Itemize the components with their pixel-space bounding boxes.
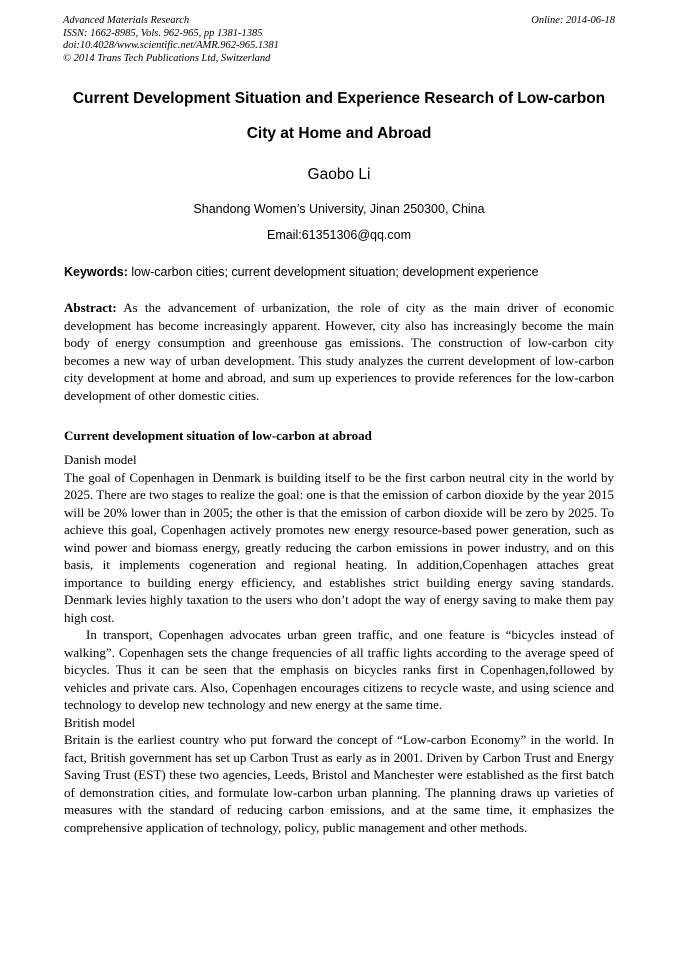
section-heading: Current development situation of low-carbon at abroad <box>64 428 372 443</box>
issn-line: ISSN: 1662-8985, Vols. 962-965, pp 1381-1385 <box>63 27 263 39</box>
keywords <box>64 265 616 279</box>
affiliation: Shandong Women’s University, Jinan 250300, China <box>193 202 485 216</box>
section-body <box>64 451 614 836</box>
danish-model-heading: Danish model <box>64 452 137 467</box>
online-date: Online: 2014-06-18 <box>531 15 615 26</box>
journal-name: Advanced Materials Research <box>63 15 190 26</box>
paper-title-line-1: Current Development Situation and Experience Research of Low-carbon <box>72 90 606 107</box>
abstract-text: As the advancement of urbanization, the role of city as the main driver of economic development has become increasingly apparent. However, city also has increasingly become the main body of energy consumption and greenhouse gas emissions. The construction of low-carbon city becomes a new way of urban development. This study analyzes the current development of low-carbon city development at home and abroad, and sum up experiences to provide references for the low-carbon development of other domestic cities. <box>64 300 614 403</box>
author-email: Email:61351306@qq.com <box>266 228 412 242</box>
danish-paragraph-2: In transport, Copenhagen advocates urban green traffic, and one feature is “bicycles instead of walking”. Copenhagen sets the change frequencies of all traffic lights according to the average speed of bicycles. Thus it can be seen that the emphasis on bicycles ranks first in Copenhagen,followed by vehicles and private cars. Also, Copenhagen encourages citizens to recycle waste, and using science and technology to develop new technology and new energy at the same time. <box>64 627 614 712</box>
author-name: Gaobo Li <box>307 166 371 183</box>
british-model-heading: British model <box>64 714 136 730</box>
journal-header <box>63 15 615 65</box>
doi-line: doi:10.4028/www.scientific.net/AMR.962-965.1381 <box>63 40 279 51</box>
keywords-label: Keywords: <box>64 265 128 279</box>
copyright-line: © 2014 Trans Tech Publications Ltd, Switzerland <box>63 52 271 64</box>
british-paragraph-1: Britain is the earliest country who put forward the concept of “Low-carbon Economy” in the world. In fact, British government has set up Carbon Trust as early as in 2001. Driven by Carbon Trust and Energy Saving Trust (EST) these two agencies, Leeds, Bristol and Manchester were established as the first batch of demonstration cities, and formulate low-carbon urban planning. The planning draws up varieties of measures with the standard of reducing carbon emissions, and at the same time, it emphasizes the comprehensive application of technology, policy, public management and other methods. <box>64 732 614 835</box>
abstract-label: Abstract: <box>64 300 117 315</box>
keywords-text: low-carbon cities; current development situation; development experience <box>127 265 539 279</box>
danish-paragraph-1: The goal of Copenhagen in Denmark is building itself to be the first carbon neutral city in the world by 2025. There are two stages to realize the goal: one is that the emission of carbon dioxide by the year 2015 will be 20% lower than in 2005; the other is that the emission of carbon dioxide will be zero by 2025. To achieve this goal, Copenhagen actively promotes new energy resource-based power generation, such as wind power and biomass energy, greatly reducing the carbon emissions in power industry, and on this basis, it implements cogeneration and regional heating. In addition,Copenhagen attaches great importance to building energy efficiency, and establishes strict building energy saving standards. Denmark levies highly taxation to the users who don’t adopt the way of energy saving to make them pay high cost. <box>64 469 614 625</box>
paper-title-line-2: City at Home and Abroad <box>246 125 432 142</box>
abstract <box>64 299 614 404</box>
